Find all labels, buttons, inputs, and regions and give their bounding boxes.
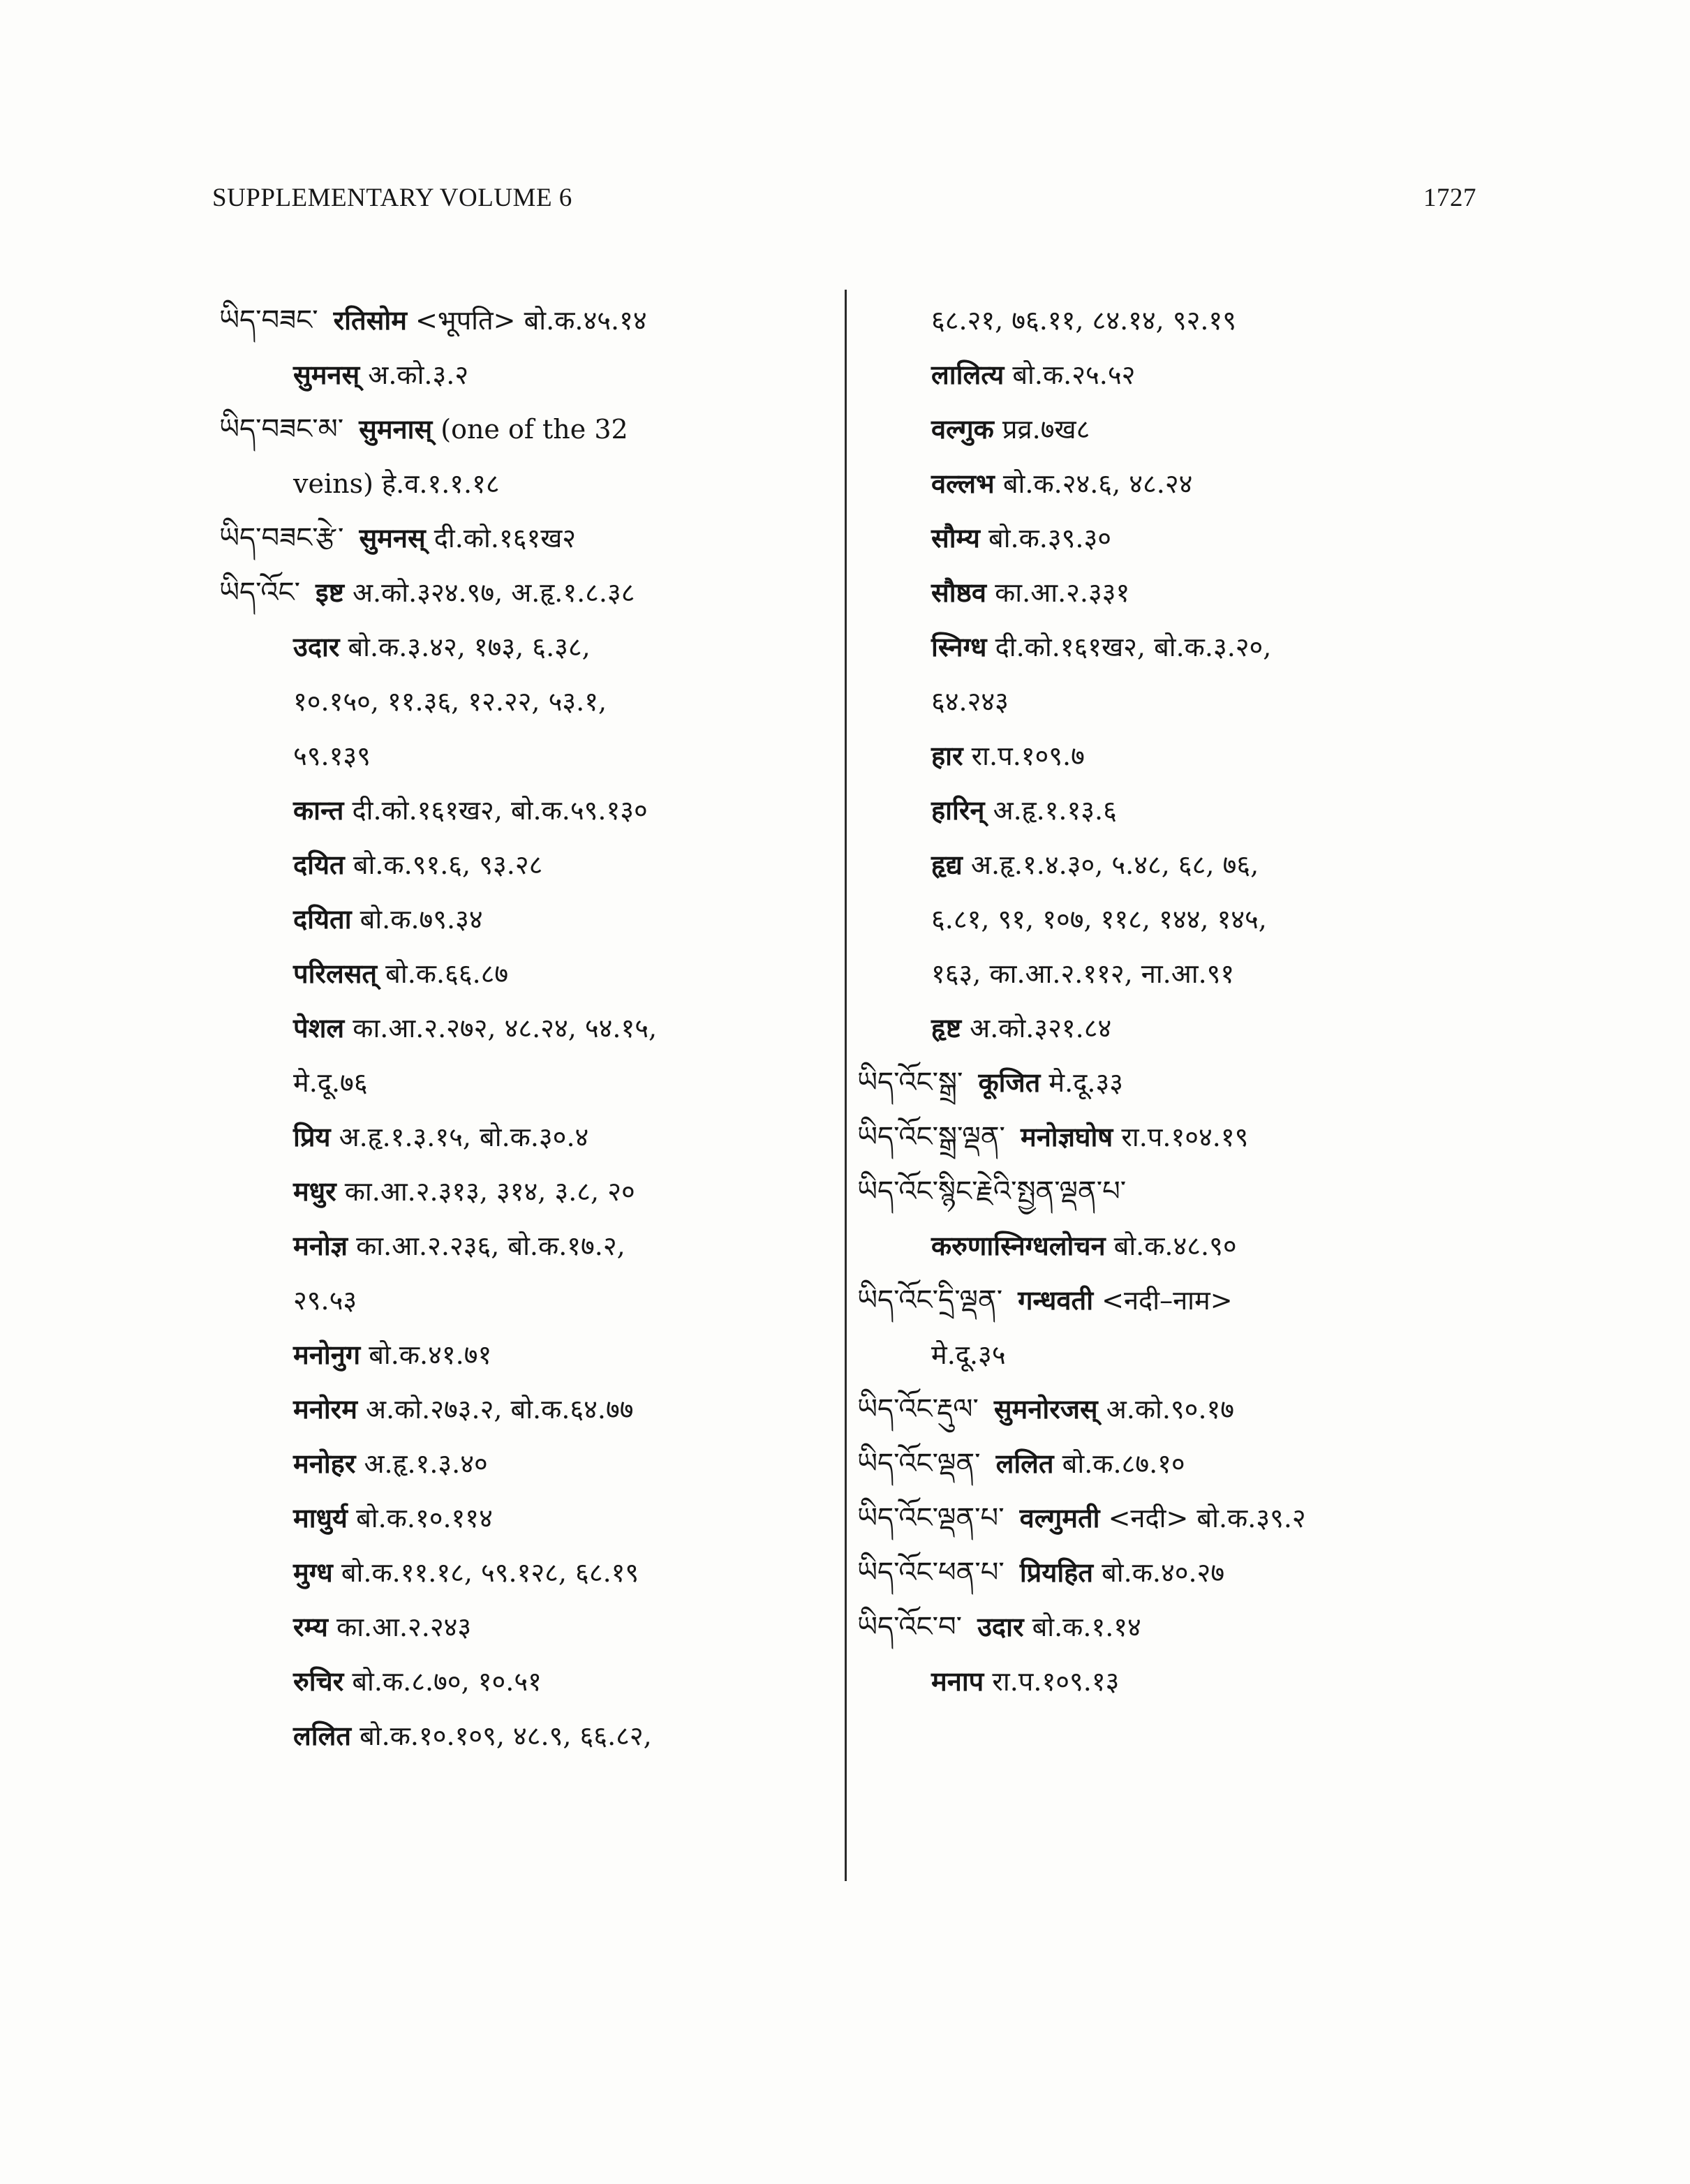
reference-text: अ.हृ.१.३.४० <box>355 1448 488 1479</box>
dictionary-line <box>219 1055 833 1110</box>
reference-text: अ.को.३२४.९७, अ.हृ.१.८.३८ <box>343 577 635 608</box>
reference-text: ६.८१, ९१, १०७, ११८, १४४, १४५, <box>931 904 1267 935</box>
dictionary-line <box>219 1219 833 1273</box>
sanskrit-equivalent: प्रियहित <box>1019 1557 1093 1588</box>
dictionary-line <box>219 729 833 783</box>
dictionary-line <box>857 946 1472 1001</box>
reference-text: प्रव्र.७ख८ <box>993 414 1090 445</box>
dictionary-line <box>857 348 1472 402</box>
sanskrit-equivalent: करुणास्निग्धलोचन <box>931 1230 1106 1261</box>
tibetan-headword: ཡིད་འོང་བ་ <box>857 1611 963 1643</box>
dictionary-line <box>219 293 833 348</box>
reference-text: दी.को.१६१ख२, बो.क.५९.१३० <box>343 795 648 826</box>
running-header: SUPPLEMENTARY VOLUME 6 <box>212 184 572 212</box>
reference-text: <भूपति> बो.क.४५.१४ <box>406 305 647 336</box>
sanskrit-equivalent: दयिता <box>293 903 352 935</box>
reference-text: ६८.२१, ७६.११, ८४.१४, ९२.१९ <box>931 305 1236 336</box>
sanskrit-equivalent: गन्धवती <box>1018 1284 1094 1316</box>
sanskrit-equivalent: सौम्य <box>931 522 980 554</box>
reference-text: अ.हृ.१.१३.६ <box>984 795 1117 826</box>
dictionary-line <box>857 1491 1472 1545</box>
dictionary-line <box>219 1001 833 1055</box>
dictionary-line <box>857 1654 1472 1709</box>
reference-text: रा.प.१०४.१९ <box>1113 1122 1249 1152</box>
sanskrit-equivalent: प्रिय <box>293 1121 331 1152</box>
sanskrit-equivalent: वल्गुमती <box>1019 1502 1100 1533</box>
tibetan-headword: ཡིད་འོང་དྲི་ལྡན་ <box>857 1284 1003 1316</box>
sanskrit-equivalent: हृद्य <box>931 849 963 880</box>
sanskrit-equivalent: मनोज्ञघोष <box>1020 1121 1113 1152</box>
dictionary-line <box>857 838 1472 892</box>
dictionary-line <box>219 892 833 946</box>
dictionary-line <box>857 729 1472 783</box>
dictionary-line <box>219 511 833 565</box>
sanskrit-equivalent: सुमनोरजस् <box>993 1393 1098 1425</box>
dictionary-line <box>219 1600 833 1654</box>
dictionary-line <box>219 1164 833 1219</box>
reference-text: (one of the 32 <box>432 414 628 445</box>
sanskrit-equivalent: कान्त <box>293 794 344 826</box>
right-column <box>857 293 1472 1709</box>
sanskrit-equivalent: स्निग्ध <box>931 631 987 662</box>
dictionary-line <box>857 1328 1472 1382</box>
sanskrit-equivalent: मनोहर <box>293 1448 356 1479</box>
tibetan-headword: ཡིད་འོང་སྒྲ་ <box>857 1067 963 1099</box>
reference-text: रा.प.१०९.१३ <box>984 1666 1120 1697</box>
reference-text: का.आ.२.२७२, ४८.२४, ५४.१५, <box>344 1013 658 1043</box>
dictionary-line <box>857 293 1472 348</box>
sanskrit-equivalent: रम्य <box>293 1611 328 1642</box>
dictionary-line <box>857 402 1472 456</box>
reference-text: बो.क.२४.६, ४८.२४ <box>994 468 1193 499</box>
reference-text: रा.प.१०९.७ <box>963 741 1085 771</box>
dictionary-line <box>219 1709 833 1763</box>
sanskrit-equivalent: परिलसत् <box>293 958 378 989</box>
dictionary-line <box>219 946 833 1001</box>
reference-text: <नदी> बो.क.३९.२ <box>1099 1503 1306 1533</box>
dictionary-line <box>219 674 833 729</box>
sanskrit-equivalent: रतिसोम <box>333 304 407 336</box>
tibetan-headword: ཡིད་འོང་སྒྲ་ལྡན་ <box>857 1121 1005 1153</box>
sanskrit-equivalent: मुग्ध <box>293 1557 333 1588</box>
sanskrit-equivalent: उदार <box>977 1611 1024 1642</box>
reference-text: बो.क.१.१४ <box>1023 1612 1141 1642</box>
dictionary-line <box>219 1110 833 1164</box>
dictionary-line <box>857 1164 1472 1219</box>
tibetan-headword: ཡིད་བཟང་ <box>219 304 318 336</box>
dictionary-line <box>857 1055 1472 1110</box>
reference-text: मे.दू.७६ <box>293 1067 368 1098</box>
sanskrit-equivalent: रुचिर <box>293 1665 344 1697</box>
reference-text: अ.को.३.२ <box>360 359 469 390</box>
reference-text: अ.को.३२१.८४ <box>961 1013 1112 1043</box>
sanskrit-equivalent: मनोज्ञ <box>293 1230 348 1261</box>
sanskrit-equivalent: ललित <box>995 1448 1054 1479</box>
dictionary-line <box>219 783 833 838</box>
reference-text: veins) हे.व.१.१.१८ <box>293 468 500 499</box>
reference-text: मे.दू.३३ <box>1040 1067 1124 1098</box>
left-column <box>219 293 833 1763</box>
sanskrit-equivalent: दयित <box>293 849 345 880</box>
page-number: 1727 <box>1423 184 1476 212</box>
dictionary-line <box>857 565 1472 620</box>
reference-text: ५९.१३९ <box>293 741 371 771</box>
sanskrit-equivalent: कूजित <box>978 1067 1041 1098</box>
dictionary-line <box>857 620 1472 674</box>
reference-text: का.आ.२.३३१ <box>986 577 1130 608</box>
reference-text: बो.क.८.७०, १०.५१ <box>343 1666 542 1697</box>
dictionary-line <box>857 1001 1472 1055</box>
reference-text: अ.को.९०.१७ <box>1097 1394 1235 1425</box>
reference-text: बो.क.७९.३४ <box>351 904 483 935</box>
sanskrit-equivalent: हृष्ट <box>931 1012 962 1043</box>
dictionary-line <box>219 1436 833 1491</box>
sanskrit-equivalent: मधुर <box>293 1175 336 1207</box>
reference-text: अ.हृ.१.३.१५, बो.क.३०.४ <box>330 1122 589 1152</box>
tibetan-headword: ཡིད་འོང་ལྡན་ <box>857 1448 981 1480</box>
reference-text: दी.को.१६१ख२, बो.क.३.२०, <box>986 632 1272 662</box>
reference-text: का.आ.२.२३६, बो.क.१७.२, <box>348 1231 625 1261</box>
dictionary-line <box>219 1273 833 1328</box>
dictionary-line <box>219 1328 833 1382</box>
reference-text: बो.क.४०.२७ <box>1093 1557 1225 1588</box>
reference-text: बो.क.९१.६, ९३.२८ <box>344 849 543 880</box>
dictionary-line <box>857 783 1472 838</box>
reference-text: बो.क.३९.३० <box>979 523 1112 554</box>
sanskrit-equivalent: ललित <box>293 1720 352 1751</box>
dictionary-line <box>857 1219 1472 1273</box>
dictionary-line <box>857 1382 1472 1436</box>
reference-text: बो.क.८७.१० <box>1053 1448 1185 1479</box>
sanskrit-equivalent: हार <box>931 740 963 771</box>
sanskrit-equivalent: मनाप <box>931 1665 984 1697</box>
reference-text: २९.५३ <box>293 1285 357 1316</box>
dictionary-line <box>219 402 833 456</box>
reference-text: अ.हृ.१.४.३०, ५.४८, ६८, ७६, <box>962 849 1259 880</box>
tibetan-headword: ཡིད་འོང་རྡུལ་ <box>857 1393 979 1425</box>
reference-text: ६४.२४३ <box>931 686 1009 717</box>
column-divider <box>845 290 847 1881</box>
reference-text: १०.१५०, ११.३६, १२.२२, ५३.१, <box>293 686 607 717</box>
tibetan-headword: ཡིད་འོང་ <box>219 577 301 609</box>
reference-text: <नदी–नाम> <box>1093 1285 1233 1316</box>
reference-text: बो.क.११.१८, ५९.१२८, ६८.१९ <box>332 1557 639 1588</box>
sanskrit-equivalent: सुमनस् <box>359 522 426 554</box>
sanskrit-equivalent: सुमनस् <box>293 359 360 390</box>
reference-text: अ.को.२७३.२, बो.क.६४.७७ <box>357 1394 634 1425</box>
tibetan-headword: ཡིད་བཟང་རྩེ་ <box>219 522 344 554</box>
dictionary-line <box>219 1382 833 1436</box>
reference-text: बो.क.४१.७१ <box>360 1339 492 1370</box>
dictionary-line <box>219 1545 833 1600</box>
tibetan-headword: ཡིད་འོང་སྙིང་རྗེའི་སྤྱན་ལྡན་པ་ <box>857 1175 1127 1208</box>
sanskrit-equivalent: मनोनुग <box>293 1339 361 1370</box>
dictionary-line <box>857 511 1472 565</box>
reference-text: १६३, का.आ.२.११२, ना.आ.९१ <box>931 958 1235 989</box>
reference-text: मे.दू.३५ <box>931 1339 1006 1370</box>
dictionary-line <box>219 620 833 674</box>
dictionary-line <box>219 348 833 402</box>
sanskrit-equivalent: उदार <box>293 631 340 662</box>
sanskrit-equivalent: हारिन् <box>931 794 985 826</box>
dictionary-line <box>219 565 833 620</box>
dictionary-line <box>857 1545 1472 1600</box>
sanskrit-equivalent: माधुर्य <box>293 1502 348 1533</box>
sanskrit-equivalent: लालित्य <box>931 359 1005 390</box>
sanskrit-equivalent: वल्लभ <box>931 468 995 499</box>
reference-text: बो.क.२५.५२ <box>1004 359 1136 390</box>
dictionary-line <box>219 1654 833 1709</box>
dictionary-line <box>857 456 1472 511</box>
reference-text: का.आ.२.३१३, ३१४, ३.८, २० <box>336 1176 635 1207</box>
reference-text: बो.क.४८.९० <box>1105 1231 1237 1261</box>
reference-text: बो.क.३.४२, १७३, ६.३८, <box>339 632 591 662</box>
reference-text: बो.क.६६.८७ <box>377 958 509 989</box>
tibetan-headword: ཡིད་འོང་ལྡན་པ་ <box>857 1502 1005 1534</box>
dictionary-line <box>857 1600 1472 1654</box>
sanskrit-equivalent: मनोरम <box>293 1393 357 1425</box>
sanskrit-equivalent: सुमनास् <box>359 413 433 445</box>
reference-text: का.आ.२.२४३ <box>327 1612 472 1642</box>
reference-text: बो.क.१०.११४ <box>347 1503 493 1533</box>
dictionary-line <box>219 1491 833 1545</box>
dictionary-line <box>857 1110 1472 1164</box>
dictionary-line <box>219 838 833 892</box>
reference-text: दी.को.१६१ख२ <box>425 523 577 554</box>
sanskrit-equivalent: पेशल <box>293 1012 345 1043</box>
dictionary-line <box>857 674 1472 729</box>
dictionary-line <box>857 1436 1472 1491</box>
tibetan-headword: ཡིད་བཟང་མ་ <box>219 413 344 445</box>
sanskrit-equivalent: सौष्ठव <box>931 577 987 608</box>
dictionary-line <box>219 456 833 511</box>
dictionary-line <box>857 1273 1472 1328</box>
reference-text: बो.क.१०.१०९, ४८.९, ६६.८२, <box>351 1721 652 1751</box>
dictionary-line <box>857 892 1472 946</box>
tibetan-headword: ཡིད་འོང་ཕན་པ་ <box>857 1557 1005 1589</box>
sanskrit-equivalent: इष्ट <box>316 577 344 608</box>
sanskrit-equivalent: वल्गुक <box>931 413 994 445</box>
